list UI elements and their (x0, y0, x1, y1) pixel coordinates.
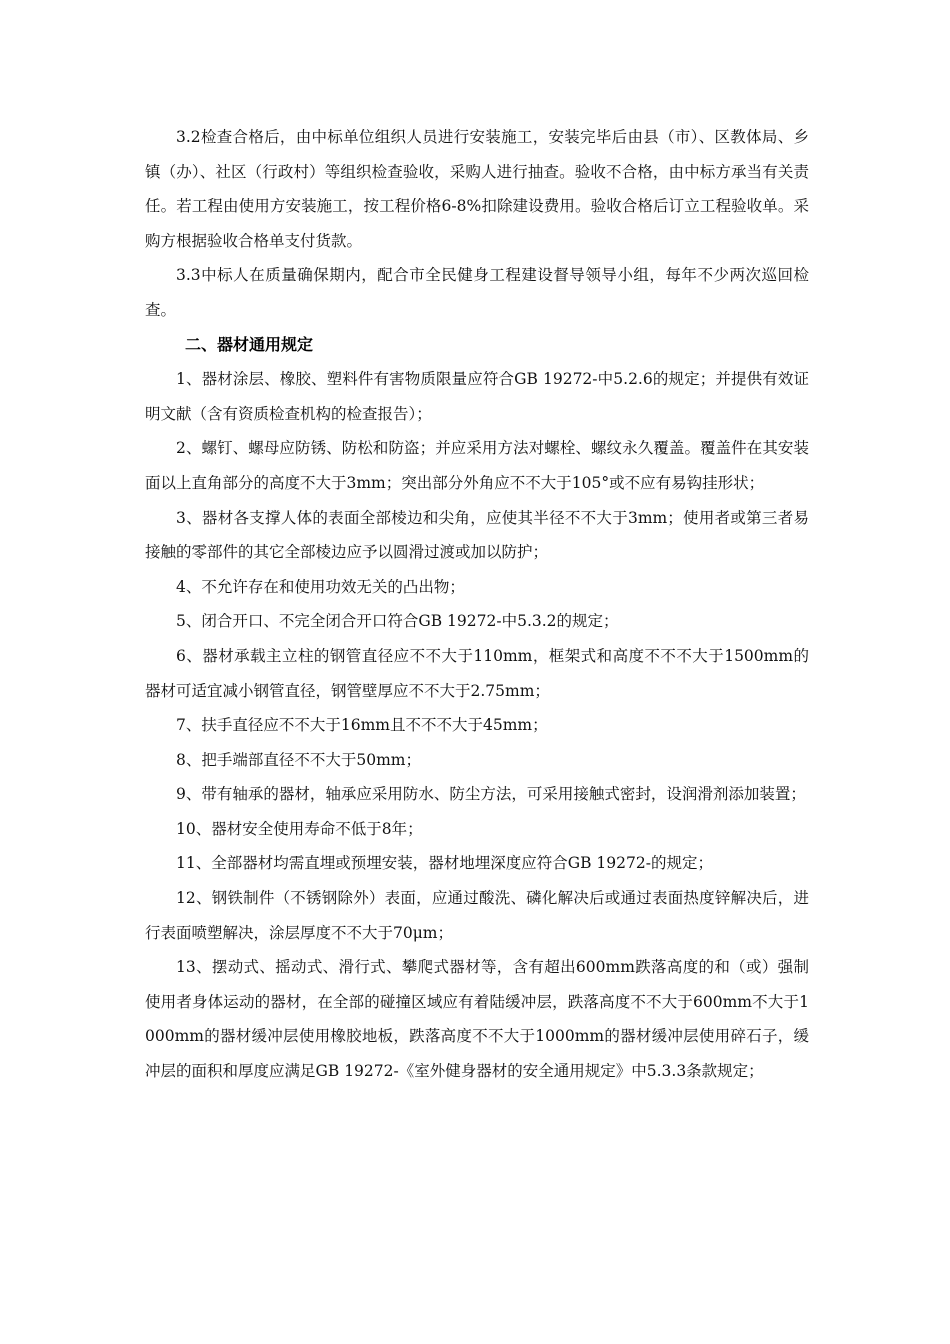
document-page (145, 120, 809, 1089)
list-item: 2、螺钉、螺母应防锈、防松和防盗；并应采用方法对螺栓、螺纹永久覆盖。覆盖件在其安装面以上直角部分的高度不大于3mm；突出部分外角应不不大于105°或不应有易钩挂形状； (145, 439, 809, 492)
paragraph-3-3: 3.3中标人在质量确保期内，配合市全民健身工程建设督导领导小组，每年不少两次巡回检查。 (145, 266, 809, 319)
section-heading: 二、器材通用规定 (185, 334, 314, 354)
list-item: 3、器材各支撑人体的表面全部棱边和尖角，应使其半径不不大于3mm；使用者或第三者易接触的零部件的其它全部棱边应予以圆滑过渡或加以防护； (145, 508, 809, 562)
list-item: 5、闭合开口、不完全闭合开口符合GB 19272-中5.3.2的规定； (176, 612, 619, 631)
list-item: 10、器材安全使用寿命不低于8年； (176, 819, 423, 838)
list-item: 4、不允许存在和使用功效无关的凸出物； (176, 577, 465, 596)
list-item: 13、摆动式、摇动式、滑行式、攀爬式器材等，含有超出600mm跌落高度的和（或）强制使用者身体运动的器材，在全部的碰撞区域应有着陆缓冲层，跌落高度不不大于600mm不大于1000mm的器材缓冲层使用橡胶地板，跌落高度不不大于1000mm的器材缓冲层使用碎石子，缓冲层的面积和厚度应满足GB 19272-《室外健身器材的安全通用规定》中5.3.3条款规定； (145, 958, 809, 1081)
list-item: 1、器材涂层、橡胶、塑料件有害物质限量应符合GB 19272-中5.2.6的规定；并提供有效证明文献（含有资质检查机构的检查报告）； (145, 370, 809, 423)
list-item: 8、把手端部直径不不大于50mm； (176, 750, 421, 769)
paragraph-3-2: 3.2检查合格后，由中标单位组织人员进行安装施工，安装完毕后由县（市）、区教体局、乡镇（办）、社区（行政村）等组织检查验收，采购人进行抽查。验收不合格，由中标方承当有关责任。若工程由使用方安装施工，按工程价格6-8%扣除建设费用。验收合格后订立工程验收单。采购方根据验收合格单支付货款。 (145, 128, 809, 250)
list-item: 7、扶手直径应不不大于16mm且不不不大于45mm； (176, 716, 548, 735)
list-item: 6、器材承载主立柱的钢管直径应不不大于110mm，框架式和高度不不不大于1500mm的器材可适宜减小钢管直径，钢管壁厚应不不大于2.75mm； (145, 646, 809, 700)
list-item: 12、钢铁制件（不锈钢除外）表面，应通过酸洗、磷化解决后或通过表面热度锌解决后，进行表面喷塑解决，涂层厚度不不大于70μm； (145, 889, 809, 942)
list-item: 9、带有轴承的器材，轴承应采用防水、防尘方法，可采用接触式密封，设润滑剂添加装置； (176, 785, 806, 804)
list-item: 11、全部器材均需直埋或预埋安装，器材地埋深度应符合GB 19272-的规定； (176, 854, 713, 873)
